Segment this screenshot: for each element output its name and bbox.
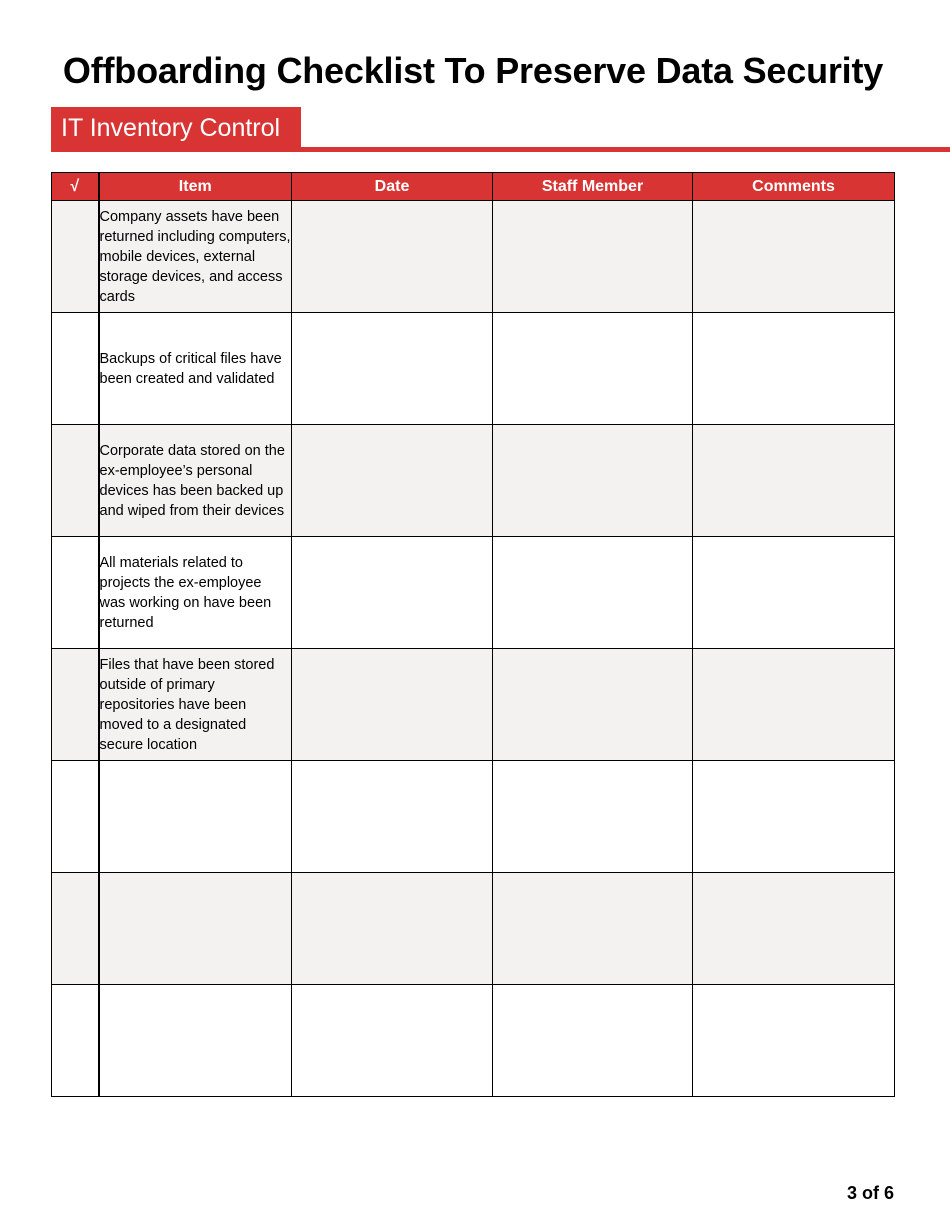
staff-member-cell[interactable]	[493, 761, 693, 873]
comments-cell[interactable]	[693, 649, 895, 761]
comments-column-header: Comments	[693, 173, 895, 201]
date-cell[interactable]	[292, 313, 493, 425]
table-row	[52, 761, 895, 873]
table-header-row	[52, 173, 895, 201]
staff-member-cell[interactable]	[493, 873, 693, 985]
table-row	[52, 985, 895, 1097]
date-cell[interactable]	[292, 873, 493, 985]
staff-member-cell[interactable]	[493, 313, 693, 425]
date-cell[interactable]	[292, 985, 493, 1097]
table-row	[52, 649, 895, 761]
item-cell[interactable]	[99, 873, 292, 985]
checkbox-cell[interactable]	[52, 313, 99, 425]
date-cell[interactable]	[292, 761, 493, 873]
item-cell: Company assets have been returned including computers, mobile devices, external storage devices, and access cards	[99, 201, 292, 313]
checkbox-cell[interactable]	[52, 649, 99, 761]
staff-member-cell[interactable]	[493, 537, 693, 649]
item-cell: Files that have been stored outside of primary repositories have been moved to a designated secure location	[99, 649, 292, 761]
item-cell: Backups of critical files have been created and validated	[99, 313, 292, 425]
comments-cell[interactable]	[693, 425, 895, 537]
date-cell[interactable]	[292, 425, 493, 537]
table-row	[52, 873, 895, 985]
comments-cell[interactable]	[693, 761, 895, 873]
date-cell[interactable]	[292, 201, 493, 313]
check-column-header: √	[52, 173, 99, 201]
section-heading: IT Inventory Control	[51, 107, 301, 152]
table-row	[52, 537, 895, 649]
staff-member-cell[interactable]	[493, 985, 693, 1097]
item-column-header: Item	[99, 173, 292, 201]
comments-cell[interactable]	[693, 537, 895, 649]
checkbox-cell[interactable]	[52, 985, 99, 1097]
table-row	[52, 313, 895, 425]
page-number: 3 of 6	[846, 1183, 894, 1203]
date-cell[interactable]	[292, 649, 493, 761]
table-row	[52, 201, 895, 313]
checkbox-cell[interactable]	[52, 761, 99, 873]
item-cell: Corporate data stored on the ex-employee’s personal devices has been backed up and wiped from their devices	[99, 425, 292, 537]
date-cell[interactable]	[292, 537, 493, 649]
comments-cell[interactable]	[693, 873, 895, 985]
staff-member-cell[interactable]	[493, 649, 693, 761]
date-column-header: Date	[292, 173, 493, 201]
staff-member-cell[interactable]	[493, 201, 693, 313]
checkbox-cell[interactable]	[52, 425, 99, 537]
page-title: Offboarding Checklist To Preserve Data Security	[62, 50, 884, 91]
comments-cell[interactable]	[693, 313, 895, 425]
item-cell[interactable]	[99, 985, 292, 1097]
checkbox-cell[interactable]	[52, 201, 99, 313]
item-cell: All materials related to projects the ex-employee was working on have been returned	[99, 537, 292, 649]
checkbox-cell[interactable]	[52, 537, 99, 649]
checklist-table	[51, 172, 895, 1097]
comments-cell[interactable]	[693, 985, 895, 1097]
comments-cell[interactable]	[693, 201, 895, 313]
checkbox-cell[interactable]	[52, 873, 99, 985]
table-row	[52, 425, 895, 537]
staff-member-column-header: Staff Member	[493, 173, 693, 201]
staff-member-cell[interactable]	[493, 425, 693, 537]
item-cell[interactable]	[99, 761, 292, 873]
